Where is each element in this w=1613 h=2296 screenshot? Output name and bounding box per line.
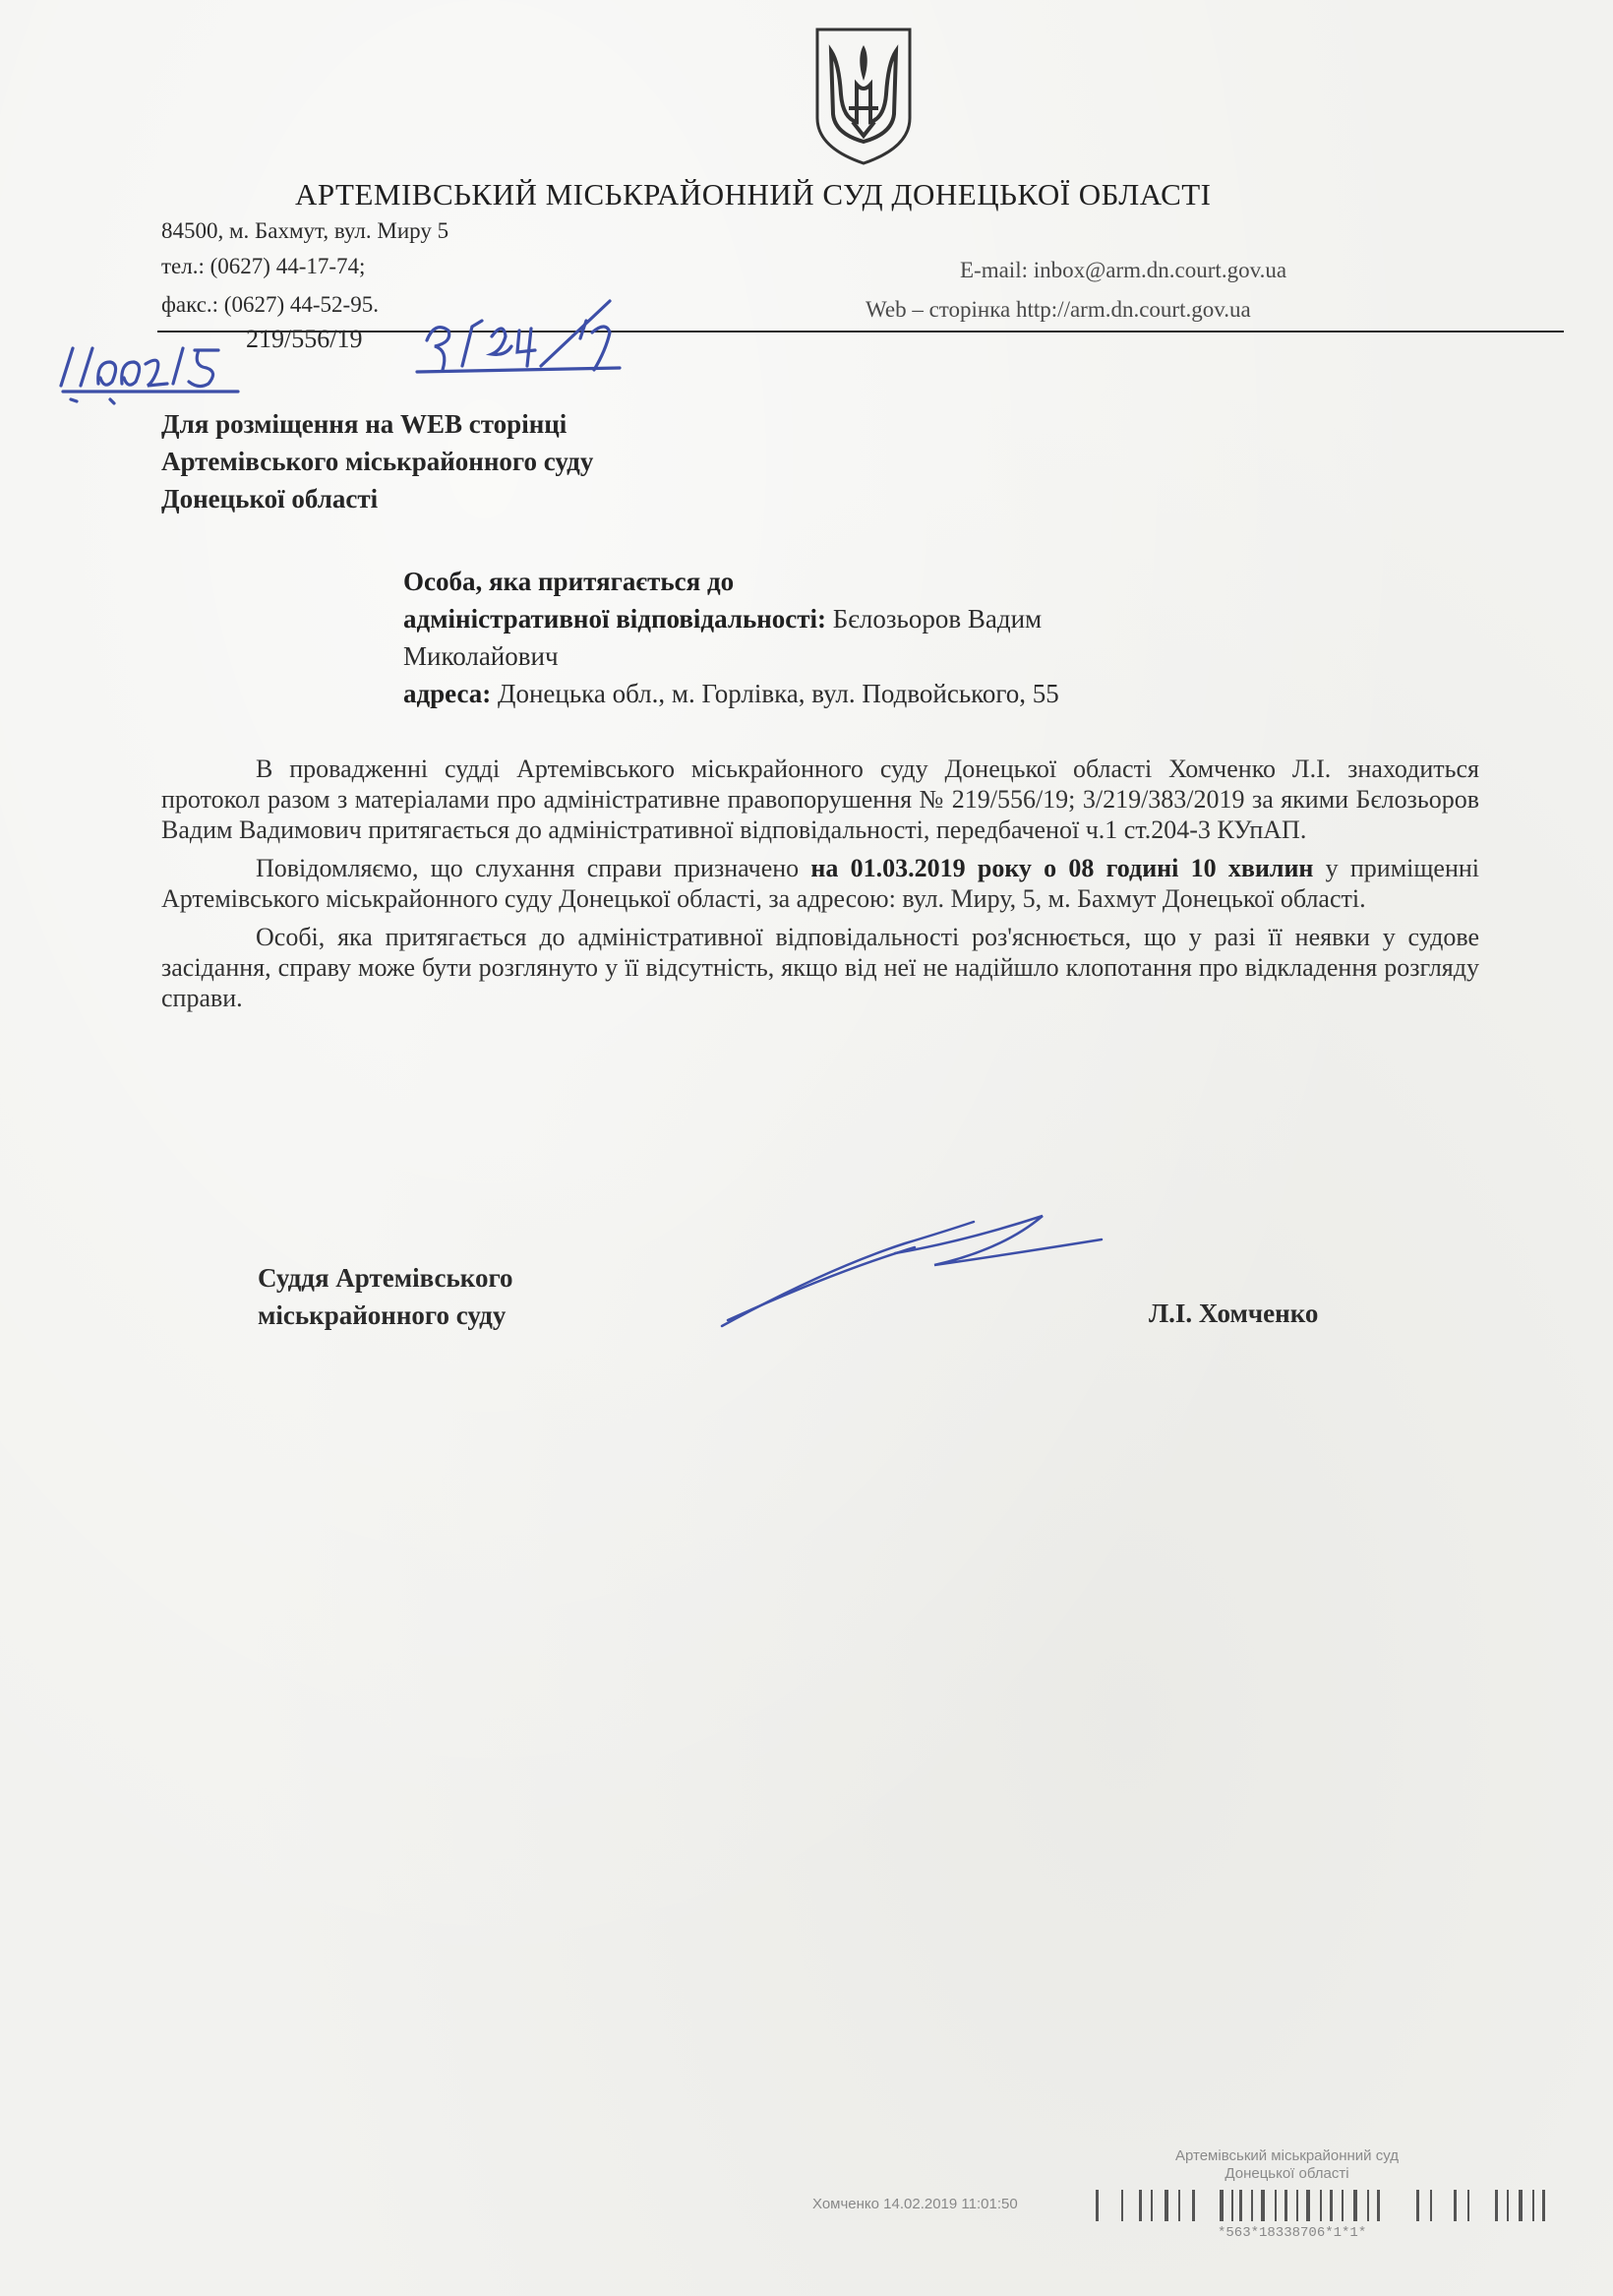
- web-note-line-3: Донецької області: [161, 484, 379, 514]
- notice-body: [161, 754, 1479, 1021]
- body-paragraph-2: [161, 853, 1479, 914]
- court-email: E-mail: inbox@arm.dn.court.gov.ua: [960, 258, 1287, 282]
- barcode: [1082, 2188, 1564, 2223]
- court-fax: факс.: (0627) 44-52-95.: [161, 292, 379, 317]
- defendant-label-2: адміністративної відповідальності:: [403, 604, 827, 634]
- body-paragraph-1: В провадженні судді Артемівського міськрайонного суду Донецької області Хомченко Л.І. знаходиться протокол разом з матеріалами про адміністративне правопорушення № 219/556/19; 3/219/383/2019 за якими Бєлозьоров Вадим Вадимович притягається до адміністративної відповідальності, передбаченої ч.1 ст.204-3 КУпАП.: [161, 755, 1479, 844]
- body-p2-end: у приміщенні Артемівського міськрайонного суду Донецької області, за адресою: вул. Миру, 5, м. Бахмут Донецької області.: [161, 854, 1480, 913]
- web-note-line-1: Для розміщення на WEB сторінці: [161, 409, 568, 439]
- court-phone: тел.: (0627) 44-17-74;: [161, 254, 366, 278]
- handwritten-registration-suffix: [413, 291, 639, 390]
- registry-timestamp: Хомченко 14.02.2019 11:01:50: [812, 2196, 1018, 2212]
- judge-title-line-2: міськрайонного суду: [258, 1300, 507, 1330]
- registry-stamp-court: [1175, 2147, 1399, 2183]
- defendant-label-1: Особа, яка притягається до: [403, 567, 735, 596]
- web-placement-note: [161, 405, 593, 517]
- judge-name: Л.І. Хомченко: [1149, 1299, 1319, 1328]
- court-website: Web – сторінка http://arm.dn.court.gov.ua: [866, 297, 1251, 322]
- body-paragraph-3: Особі, яка притягається до адміністративної відповідальності роз'яснюється, що у разі її неявки у судове засідання, справу може бути розглянуто у її відсутність, якщо від неї не надійшло клопотання про відкладення розгляду справи.: [161, 923, 1479, 1012]
- registry-court-line-2: Донецької області: [1225, 2165, 1349, 2182]
- hearing-datetime: на 01.03.2019 року о 08 годині 10 хвилин: [810, 854, 1314, 882]
- judge-signature: [708, 1210, 1121, 1338]
- barcode-number: *563*18338706*1*1*: [1218, 2225, 1367, 2241]
- judge-title-line-1: Суддя Артемівського: [258, 1263, 513, 1293]
- web-note-line-2: Артемівського міськрайонного суду: [161, 447, 594, 476]
- defendant-address: Донецька обл., м. Горлівка, вул. Подвойського, 55: [498, 679, 1059, 708]
- registration-case-ref: 219/556/19: [246, 325, 363, 353]
- court-name: АРТЕМІВСЬКИЙ МІСЬКРАЙОННИЙ СУД ДОНЕЦЬКОЇ ОБЛАСТІ: [295, 177, 1212, 211]
- defendant-block: [403, 563, 1249, 712]
- body-p2-start: Повідомляємо, що слухання справи призначено: [256, 854, 800, 882]
- judge-title: [258, 1259, 513, 1334]
- handwritten-registration-prefix: [51, 327, 248, 405]
- defendant-name-2: Миколайович: [403, 641, 559, 671]
- registry-court-line-1: Артемівський міськрайонний суд: [1175, 2147, 1399, 2164]
- trident-emblem: [809, 24, 918, 167]
- court-address: 84500, м. Бахмут, вул. Миру 5: [161, 218, 449, 243]
- defendant-name-1: Бєлозьоров Вадим: [832, 604, 1043, 634]
- header-divider: [157, 331, 1564, 332]
- defendant-address-label: адреса:: [403, 679, 492, 708]
